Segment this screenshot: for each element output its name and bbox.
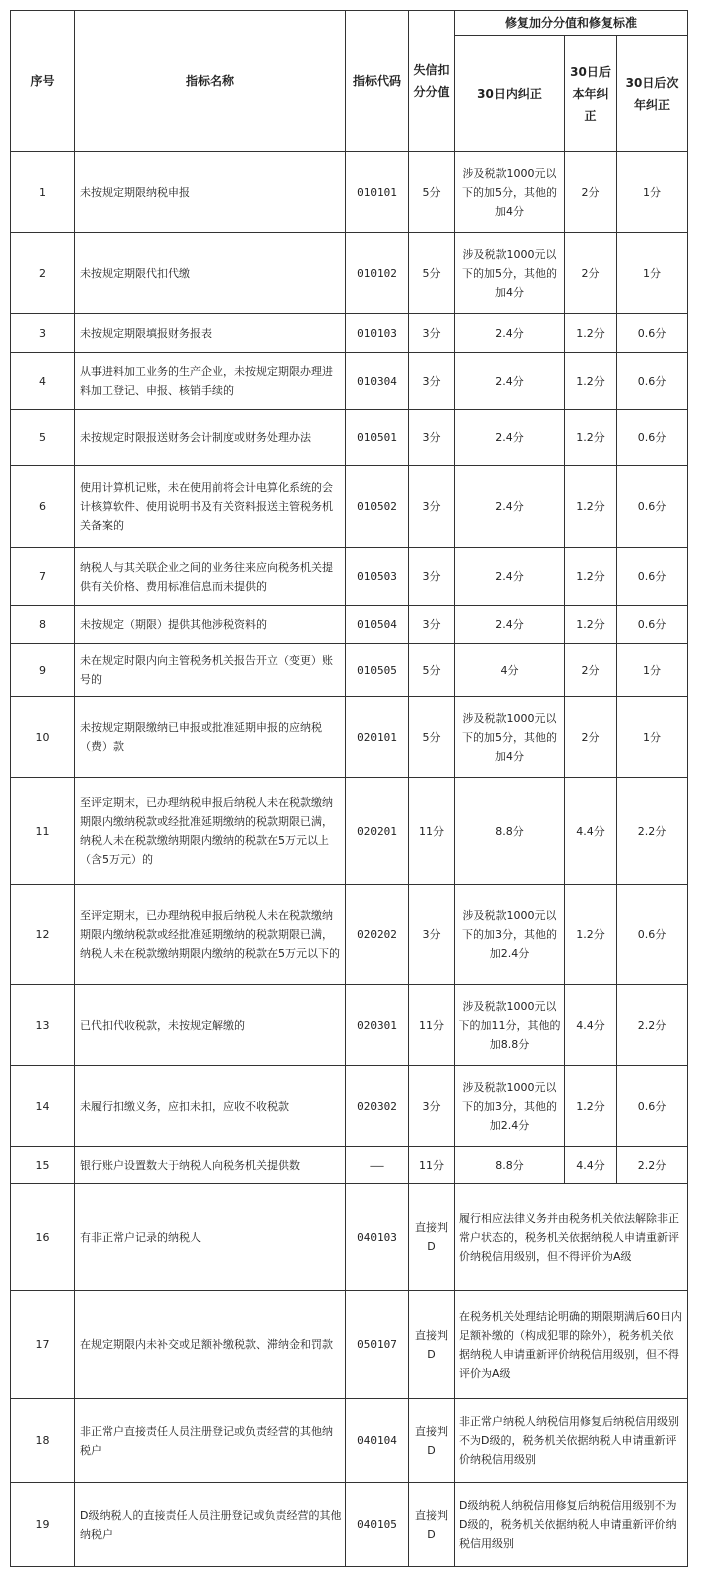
row-number: 13: [11, 985, 75, 1066]
header-code: 指标代码: [346, 11, 409, 152]
row-number: 18: [11, 1399, 75, 1483]
indicator-name: 银行账户设置数大于纳税人向税务机关提供数: [75, 1147, 346, 1184]
indicator-name: 纳税人与其关联企业之间的业务往来应向税务机关提供有关价格、费用标准信息而未提供的: [75, 548, 346, 606]
deduction-score: 11分: [409, 1147, 455, 1184]
table-row: [11, 1291, 688, 1399]
repair-after-30-next-year: 1分: [617, 644, 688, 697]
repair-within-30-days: 涉及税款1000元以下的加5分，其他的加4分: [455, 152, 565, 233]
indicator-code: 020201: [346, 778, 409, 885]
repair-within-30-days: 2.4分: [455, 314, 565, 353]
table-row: [11, 1399, 688, 1483]
table-row: [11, 466, 688, 548]
header-after-30-next-year: 30日后次年纠正: [617, 36, 688, 152]
repair-after-30-this-year: 1.2分: [565, 466, 617, 548]
repair-after-30-next-year: 0.6分: [617, 353, 688, 410]
indicator-name: D级纳税人的直接责任人员注册登记或负责经营的其他纳税户: [75, 1483, 346, 1567]
table-row: [11, 152, 688, 233]
repair-within-30-days: 2.4分: [455, 606, 565, 644]
indicator-code: 010505: [346, 644, 409, 697]
indicator-name: 在规定期限内未补交或足额补缴税款、滞纳金和罚款: [75, 1291, 346, 1399]
row-number: 11: [11, 778, 75, 885]
repair-after-30-this-year: 2分: [565, 152, 617, 233]
repair-within-30-days: 涉及税款1000元以下的加3分，其他的加2.4分: [455, 885, 565, 985]
repair-after-30-next-year: 0.6分: [617, 548, 688, 606]
deduction-score: 11分: [409, 985, 455, 1066]
row-number: 2: [11, 233, 75, 314]
table-row: [11, 644, 688, 697]
header-repair-group: 修复加分分值和修复标准: [455, 11, 688, 36]
indicator-code: ——: [346, 1147, 409, 1184]
header-seq: 序号: [11, 11, 75, 152]
indicator-code: 010102: [346, 233, 409, 314]
deduction-score: 3分: [409, 548, 455, 606]
repair-within-30-days: 涉及税款1000元以下的加11分，其他的加8.8分: [455, 985, 565, 1066]
repair-after-30-this-year: 1.2分: [565, 1066, 617, 1147]
repair-after-30-this-year: 2分: [565, 644, 617, 697]
repair-within-30-days: 2.4分: [455, 466, 565, 548]
repair-after-30-next-year: 0.6分: [617, 410, 688, 466]
deduction-score: 3分: [409, 1066, 455, 1147]
repair-after-30-this-year: 4.4分: [565, 778, 617, 885]
table-row: [11, 985, 688, 1066]
repair-standard: 履行相应法律义务并由税务机关依法解除非正常户状态的，税务机关依据纳税人申请重新评价纳税信用级别，但不得评价为A级: [455, 1184, 688, 1291]
repair-within-30-days: 4分: [455, 644, 565, 697]
indicator-code: 020101: [346, 697, 409, 778]
indicator-name: 未按规定期限代扣代缴: [75, 233, 346, 314]
repair-after-30-this-year: 2分: [565, 233, 617, 314]
indicator-code: 010504: [346, 606, 409, 644]
indicator-code: 010304: [346, 353, 409, 410]
deduction-score: 直接判D: [409, 1399, 455, 1483]
repair-within-30-days: 涉及税款1000元以下的加5分，其他的加4分: [455, 233, 565, 314]
indicator-name: 从事进料加工业务的生产企业，未按规定期限办理进料加工登记、申报、核销手续的: [75, 353, 346, 410]
repair-within-30-days: 2.4分: [455, 353, 565, 410]
repair-after-30-next-year: 2.2分: [617, 1147, 688, 1184]
indicator-code: 040104: [346, 1399, 409, 1483]
row-number: 6: [11, 466, 75, 548]
indicator-name: 至评定期末，已办理纳税申报后纳税人未在税款缴纳期限内缴纳税款或经批准延期缴纳的税款期限已满，纳税人未在税款缴纳期限内缴纳的税款在5万元以上（含5万元）的: [75, 778, 346, 885]
table-row: [11, 885, 688, 985]
repair-after-30-this-year: 1.2分: [565, 353, 617, 410]
repair-after-30-next-year: 1分: [617, 152, 688, 233]
repair-within-30-days: 8.8分: [455, 778, 565, 885]
row-number: 4: [11, 353, 75, 410]
repair-after-30-this-year: 4.4分: [565, 985, 617, 1066]
indicator-name: 有非正常户记录的纳税人: [75, 1184, 346, 1291]
indicator-name: 非正常户直接责任人员注册登记或负责经营的其他纳税户: [75, 1399, 346, 1483]
row-number: 16: [11, 1184, 75, 1291]
deduction-score: 直接判D: [409, 1483, 455, 1567]
table-row: [11, 548, 688, 606]
table-row: [11, 353, 688, 410]
indicator-code: 020202: [346, 885, 409, 985]
repair-after-30-this-year: 1.2分: [565, 314, 617, 353]
row-number: 14: [11, 1066, 75, 1147]
deduction-score: 3分: [409, 606, 455, 644]
row-number: 12: [11, 885, 75, 985]
deduction-score: 3分: [409, 885, 455, 985]
indicator-code: 040103: [346, 1184, 409, 1291]
repair-within-30-days: 8.8分: [455, 1147, 565, 1184]
row-number: 15: [11, 1147, 75, 1184]
repair-after-30-next-year: 0.6分: [617, 1066, 688, 1147]
row-number: 9: [11, 644, 75, 697]
repair-after-30-next-year: 1分: [617, 697, 688, 778]
deduction-score: 11分: [409, 778, 455, 885]
indicator-code: 050107: [346, 1291, 409, 1399]
repair-after-30-this-year: 4.4分: [565, 1147, 617, 1184]
row-number: 3: [11, 314, 75, 353]
row-number: 7: [11, 548, 75, 606]
header-name: 指标名称: [75, 11, 346, 152]
repair-standard: 非正常户纳税人纳税信用修复后纳税信用级别不为D级的，税务机关依据纳税人申请重新评价纳税信用级别: [455, 1399, 688, 1483]
indicator-code: 020302: [346, 1066, 409, 1147]
indicator-code: 010101: [346, 152, 409, 233]
deduction-score: 3分: [409, 410, 455, 466]
table-row: [11, 410, 688, 466]
table-row: [11, 314, 688, 353]
indicator-name: 未按规定期限填报财务报表: [75, 314, 346, 353]
repair-within-30-days: 涉及税款1000元以下的加3分，其他的加2.4分: [455, 1066, 565, 1147]
indicator-name: 已代扣代收税款，未按规定解缴的: [75, 985, 346, 1066]
repair-after-30-next-year: 0.6分: [617, 606, 688, 644]
indicator-name: 未按规定期限缴纳已申报或批准延期申报的应纳税（费）款: [75, 697, 346, 778]
indicator-code: 020301: [346, 985, 409, 1066]
indicator-code: 010501: [346, 410, 409, 466]
indicator-name: 未按规定（期限）提供其他涉税资料的: [75, 606, 346, 644]
table-row: [11, 1184, 688, 1291]
indicator-name: 未按规定时限报送财务会计制度或财务处理办法: [75, 410, 346, 466]
repair-within-30-days: 涉及税款1000元以下的加5分，其他的加4分: [455, 697, 565, 778]
deduction-score: 直接判D: [409, 1184, 455, 1291]
row-number: 10: [11, 697, 75, 778]
indicator-name: 未在规定时限内向主管税务机关报告开立（变更）账号的: [75, 644, 346, 697]
repair-standards-table: [10, 10, 688, 1567]
deduction-score: 直接判D: [409, 1291, 455, 1399]
deduction-score: 5分: [409, 152, 455, 233]
deduction-score: 3分: [409, 466, 455, 548]
repair-after-30-next-year: 2.2分: [617, 985, 688, 1066]
deduction-score: 5分: [409, 233, 455, 314]
row-number: 1: [11, 152, 75, 233]
row-number: 8: [11, 606, 75, 644]
repair-after-30-this-year: 1.2分: [565, 548, 617, 606]
repair-after-30-next-year: 0.6分: [617, 885, 688, 985]
repair-within-30-days: 2.4分: [455, 548, 565, 606]
repair-standard: 在税务机关处理结论明确的期限期满后60日内足额补缴的（构成犯罪的除外），税务机关依据纳税人申请重新评价纳税信用级别，但不得评价为A级: [455, 1291, 688, 1399]
indicator-name: 至评定期末，已办理纳税申报后纳税人未在税款缴纳期限内缴纳税款或经批准延期缴纳的税款期限已满，纳税人未在税款缴纳期限内缴纳的税款在5万元以下的: [75, 885, 346, 985]
repair-standard: D级纳税人纳税信用修复后纳税信用级别不为D级的，税务机关依据纳税人申请重新评价纳税信用级别: [455, 1483, 688, 1567]
indicator-code: 010103: [346, 314, 409, 353]
indicator-name: 未履行扣缴义务，应扣未扣，应收不收税款: [75, 1066, 346, 1147]
repair-after-30-next-year: 1分: [617, 233, 688, 314]
table-row: [11, 1147, 688, 1184]
header-within-30-days: 30日内纠正: [455, 36, 565, 152]
table-row: [11, 606, 688, 644]
deduction-score: 3分: [409, 353, 455, 410]
deduction-score: 5分: [409, 697, 455, 778]
table-row: [11, 697, 688, 778]
repair-after-30-next-year: 0.6分: [617, 466, 688, 548]
indicator-name: 使用计算机记账，未在使用前将会计电算化系统的会计核算软件、使用说明书及有关资料报送主管税务机关备案的: [75, 466, 346, 548]
indicator-code: 010503: [346, 548, 409, 606]
repair-within-30-days: 2.4分: [455, 410, 565, 466]
table-row: [11, 1483, 688, 1567]
table-row: [11, 1066, 688, 1147]
repair-after-30-next-year: 2.2分: [617, 778, 688, 885]
indicator-name: 未按规定期限纳税申报: [75, 152, 346, 233]
indicator-code: 010502: [346, 466, 409, 548]
repair-after-30-this-year: 1.2分: [565, 410, 617, 466]
row-number: 17: [11, 1291, 75, 1399]
header-deduct: 失信扣分分值: [409, 11, 455, 152]
row-number: 5: [11, 410, 75, 466]
indicator-code: 040105: [346, 1483, 409, 1567]
repair-after-30-next-year: 0.6分: [617, 314, 688, 353]
row-number: 19: [11, 1483, 75, 1567]
repair-after-30-this-year: 1.2分: [565, 885, 617, 985]
table-row: [11, 233, 688, 314]
repair-after-30-this-year: 2分: [565, 697, 617, 778]
deduction-score: 5分: [409, 644, 455, 697]
repair-after-30-this-year: 1.2分: [565, 606, 617, 644]
deduction-score: 3分: [409, 314, 455, 353]
table-row: [11, 778, 688, 885]
header-after-30-this-year: 30日后本年纠正: [565, 36, 617, 152]
